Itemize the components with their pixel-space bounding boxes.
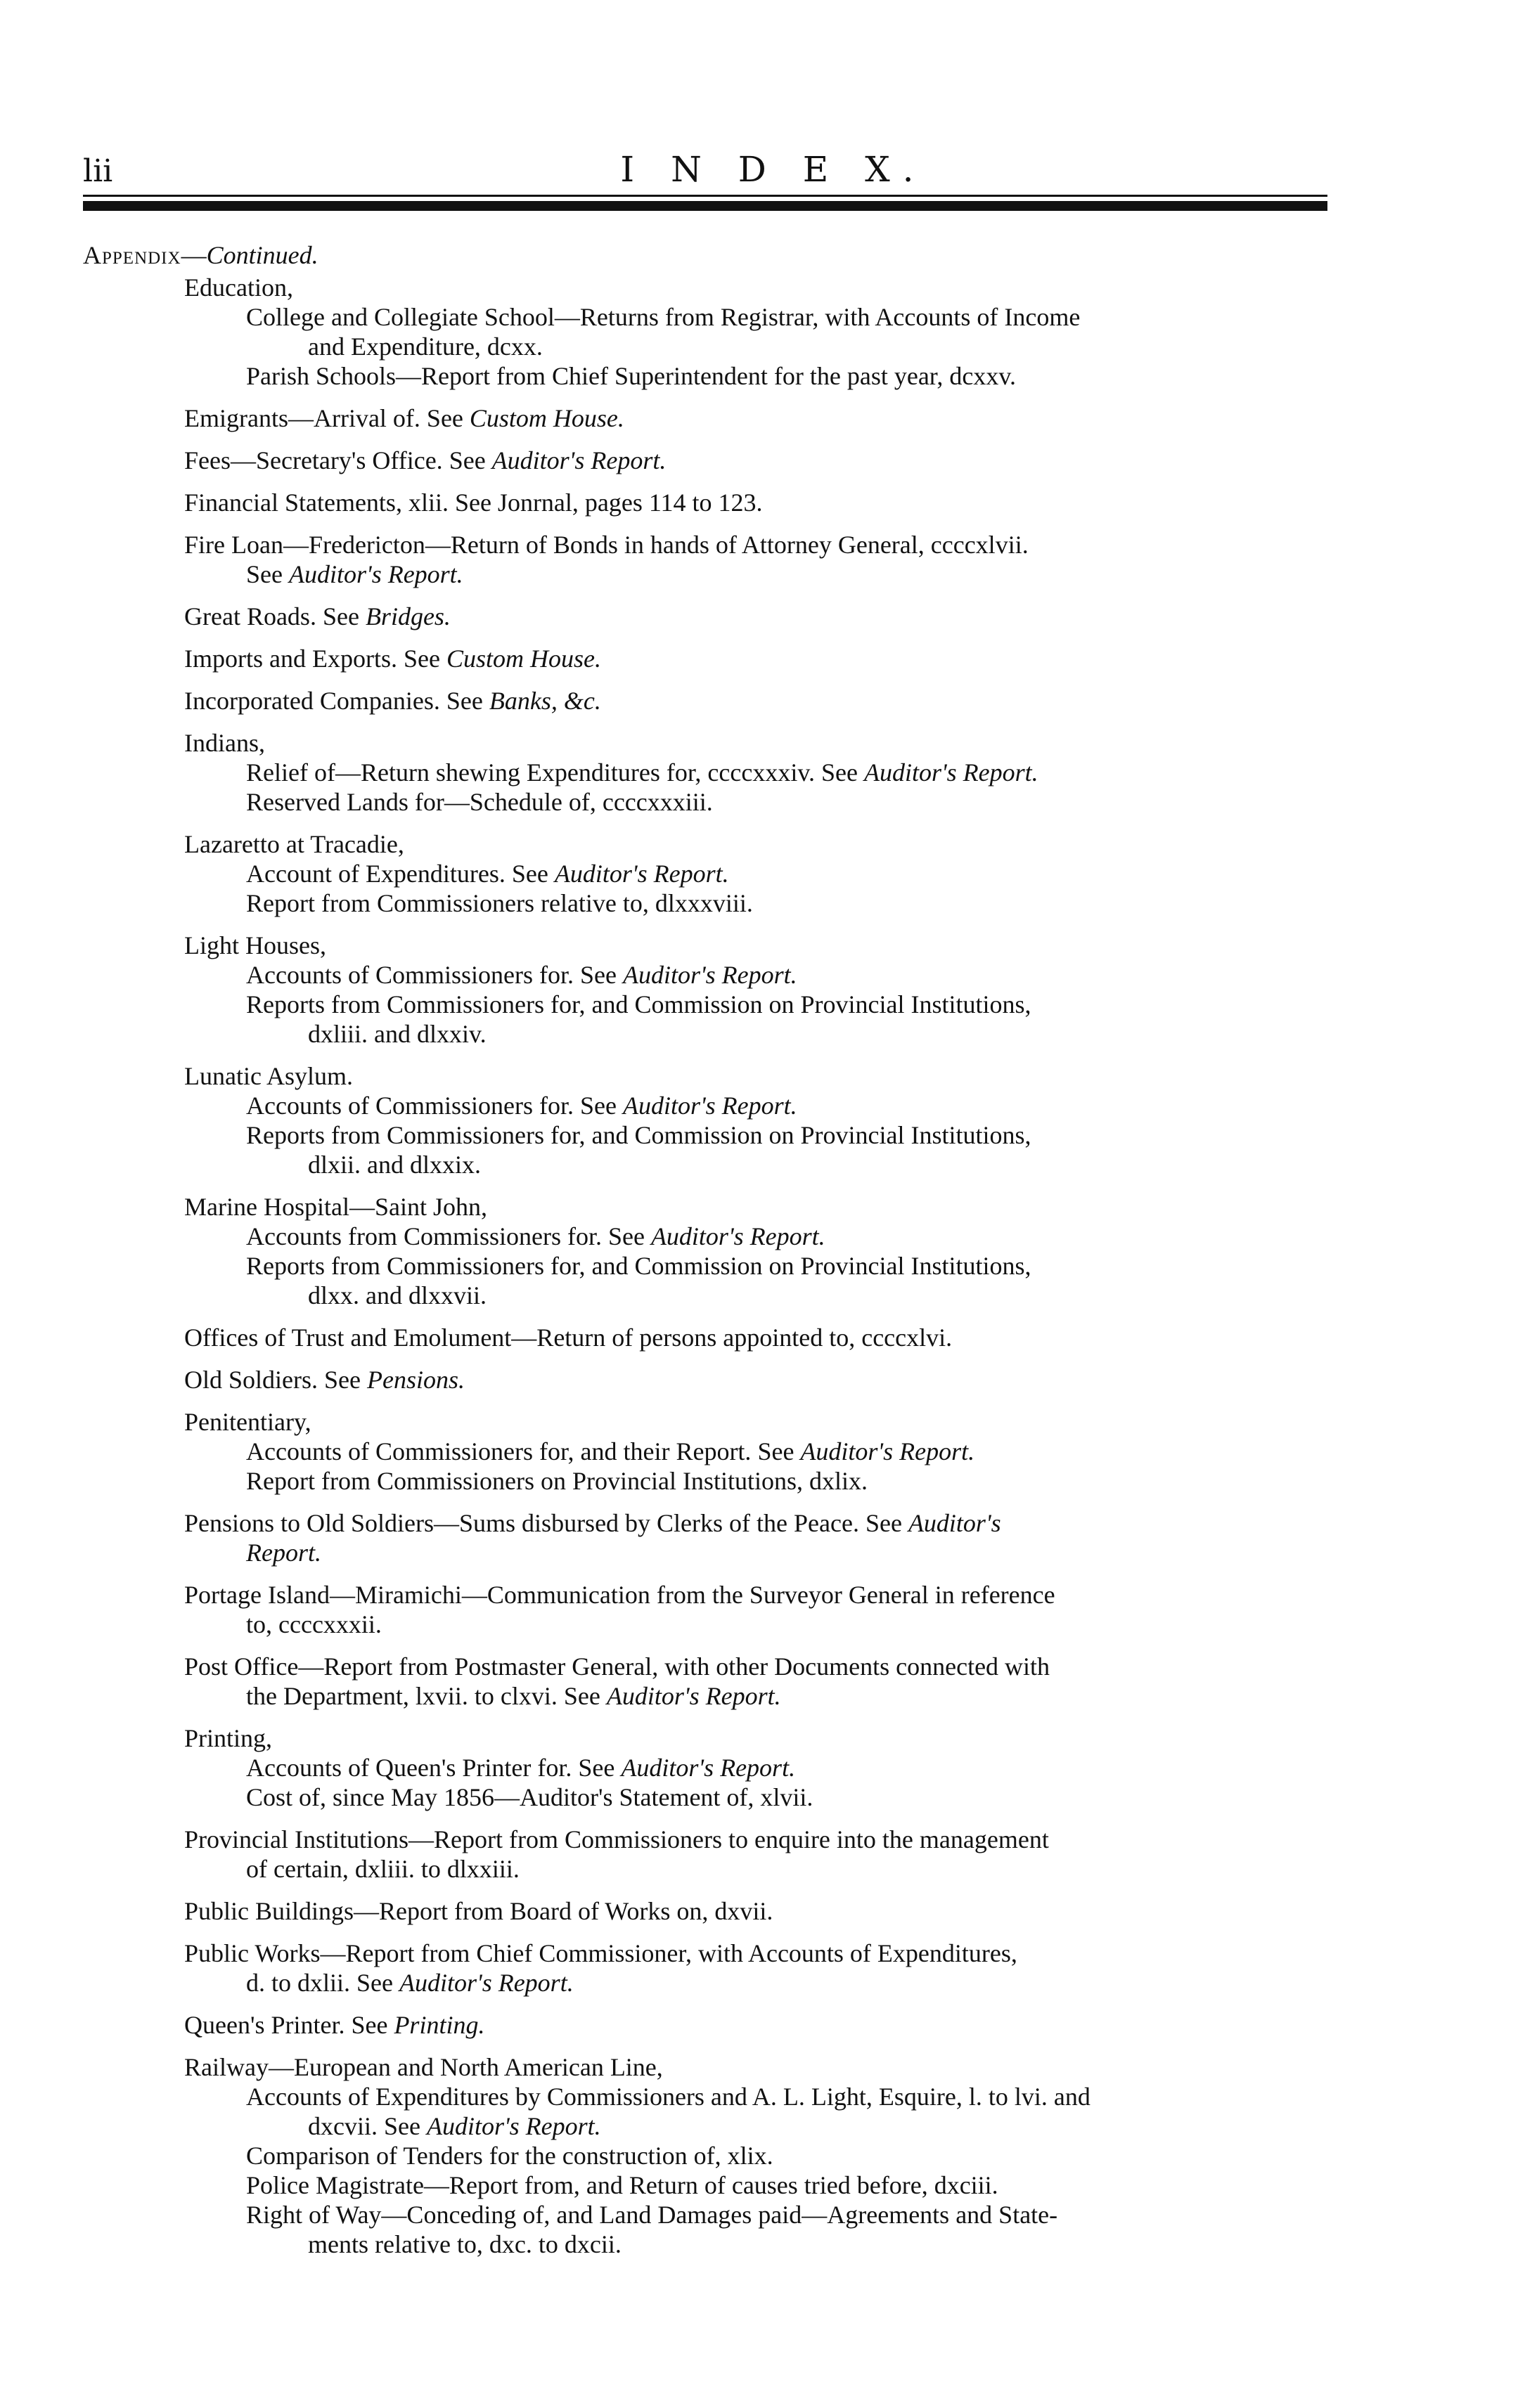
entry-title-line (184, 931, 1347, 960)
sub-entry-continuation (246, 1019, 1347, 1049)
entry-title: Light Houses, (184, 931, 326, 959)
see-word: See (351, 2011, 388, 2039)
sub-entry-text: Parish Schools—Report from Chief Superintendent for the past year, dcxxv. (246, 362, 1016, 390)
entry-title: Imports and Exports. (184, 645, 397, 673)
section-label: Appendix (83, 241, 181, 269)
see-word: See (403, 645, 440, 673)
entry-title-line (184, 1825, 1347, 1854)
entry-title-line (184, 829, 1347, 859)
entry-title: Fire Loan—Fredericton—Return of Bonds in hands of Attorney General, ccccxlvii. (184, 531, 1029, 559)
index-entry (184, 644, 1347, 673)
see-reference: Auditor's Report. (863, 758, 1038, 787)
sub-entry-text: Report from Commissioners on Provincial Institutions, dxlix. (246, 1467, 868, 1495)
entry-title-line (184, 728, 1347, 758)
entry-title: Printing, (184, 1724, 273, 1752)
header-rule-thin (83, 195, 1327, 197)
sub-entry-continuation (246, 1150, 1347, 1179)
sub-entry (246, 361, 1347, 391)
entry-title: Marine Hospital—Saint John, (184, 1193, 487, 1221)
sub-entry-text: Reports from Commissioners for, and Commission on Provincial Institutions, (246, 990, 1031, 1018)
see-word: See (446, 687, 483, 715)
see-reference: Auditor's Report. (650, 1222, 825, 1250)
index-entry (184, 2052, 1347, 2259)
page-number: lii (83, 153, 113, 189)
entry-title-line (184, 1723, 1347, 1753)
index-entry (184, 1938, 1347, 1998)
see-word: See (578, 1754, 615, 1782)
entry-title-line (184, 1652, 1347, 1681)
section-heading: Appendix—Continued. (83, 241, 318, 269)
continuation-text: dlxii. and dlxxix. (308, 1151, 481, 1179)
sub-entry (246, 960, 1347, 990)
entry-continuation (184, 559, 1347, 589)
index-entry (184, 1192, 1347, 1310)
sub-entry (246, 2170, 1347, 2200)
sub-entry (246, 758, 1347, 787)
see-word: See (322, 602, 359, 630)
see-reference: Auditor's Report. (622, 961, 797, 989)
sub-entry (246, 1120, 1347, 1179)
continuation-text: d. to dxlii. (246, 1969, 351, 1997)
see-word: See (383, 2112, 420, 2140)
entry-continuation (184, 1681, 1347, 1711)
see-reference: Bridges. (365, 602, 451, 630)
index-entry (184, 403, 1347, 433)
continuation-text: of certain, dxliii. to dlxxiii. (246, 1855, 520, 1883)
index-entry (184, 602, 1347, 631)
index-entry (184, 1407, 1347, 1496)
index-entry (184, 530, 1347, 589)
sub-entry-continuation (246, 2111, 1347, 2141)
see-word: See (563, 1682, 600, 1710)
entry-title-line (184, 530, 1347, 559)
see-word: See (579, 1092, 617, 1120)
entry-continuation (184, 1968, 1347, 1998)
see-word: See Jonrnal, pages 114 to 123. (454, 488, 763, 517)
sub-entry (246, 1091, 1347, 1120)
section-continued: Continued. (206, 241, 318, 269)
see-word: See (246, 560, 283, 588)
entry-title: Queen's Printer. (184, 2011, 345, 2039)
entry-title-line (184, 1508, 1347, 1538)
entry-title: Pensions to Old Soldiers—Sums disbursed by Clerks of the Peace. (184, 1509, 859, 1537)
sub-entry-text: Accounts of Commissioners for. (246, 1092, 574, 1120)
see-reference: Auditor's Report. (288, 560, 463, 588)
entry-title: Emigrants—Arrival of. (184, 404, 420, 432)
entry-title: Lazaretto at Tracadie, (184, 830, 404, 858)
entry-title-line (184, 602, 1347, 631)
sub-entry-text: Accounts of Commissioners for. (246, 961, 574, 989)
index-entry (184, 931, 1347, 1049)
index-entry (184, 1508, 1347, 1567)
entry-title: Penitentiary, (184, 1408, 311, 1436)
sub-entry-text: Police Magistrate—Report from, and Return of causes tried before, dxciii. (246, 2171, 998, 2199)
see-word: See (607, 1222, 645, 1250)
see-reference: Auditor's Report. (622, 1092, 797, 1120)
see-word: See (356, 1969, 393, 1997)
index-entry (184, 1652, 1347, 1711)
entry-title-line (184, 2010, 1347, 2040)
see-reference: Custom House. (446, 645, 601, 673)
entry-title: Indians, (184, 729, 265, 757)
sub-entry-text: College and Collegiate School—Returns from Registrar, with Accounts of Income (246, 303, 1081, 331)
entry-title-line (184, 1938, 1347, 1968)
continuation-text: the Department, lxvii. to clxvi. (246, 1682, 558, 1710)
sub-entry (246, 1466, 1347, 1496)
entry-continuation (184, 1610, 1347, 1639)
entry-title-line (184, 446, 1347, 475)
index-entry (184, 2010, 1347, 2040)
see-word: See (324, 1366, 361, 1394)
sub-entry (246, 888, 1347, 918)
entry-title: Public Buildings—Report from Board of Works on, dxvii. (184, 1897, 773, 1925)
sub-entry (246, 2200, 1347, 2259)
index-entry (184, 1580, 1347, 1639)
sub-entry-text: Relief of—Return shewing Expenditures for, ccccxxxiv. (246, 758, 815, 787)
see-reference: Auditor's Report. (621, 1754, 796, 1782)
sub-entry (246, 1437, 1347, 1466)
index-entries (0, 273, 1525, 2259)
entry-title-line (184, 2052, 1347, 2082)
entry-title-line (184, 1896, 1347, 1926)
continuation-text: and Expenditure, dcxx. (308, 332, 543, 361)
entry-continuation (184, 1854, 1347, 1884)
index-entry (184, 1825, 1347, 1884)
sub-entry-continuation (246, 2229, 1347, 2259)
see-reference: Auditor's Report. (606, 1682, 781, 1710)
index-entry (184, 446, 1347, 475)
see-word: See (865, 1509, 902, 1537)
sub-entry (246, 787, 1347, 817)
index-entry (184, 488, 1347, 517)
index-entry (184, 1365, 1347, 1394)
entry-title: Old Soldiers. (184, 1366, 318, 1394)
see-reference: Printing. (394, 2011, 485, 2039)
index-entry (184, 1896, 1347, 1926)
continuation-text: dxliii. and dlxxiv. (308, 1020, 487, 1048)
entry-title-line (184, 644, 1347, 673)
sub-entry-text: Accounts of Commissioners for, and their Report. (246, 1437, 752, 1465)
sub-entry-text: Accounts from Commissioners for. (246, 1222, 602, 1250)
entry-title: Post Office—Report from Postmaster General, with other Documents connected with (184, 1652, 1050, 1681)
sub-entry (246, 990, 1347, 1049)
sub-entry-text: Account of Expenditures. (246, 860, 506, 888)
see-word: See (449, 446, 486, 474)
see-word: See (511, 860, 548, 888)
sub-entry (246, 859, 1347, 888)
sub-entry-text: Cost of, since May 1856—Auditor's Statement of, xlvii. (246, 1783, 813, 1811)
entry-title-line (184, 1323, 1347, 1352)
index-entry (184, 273, 1347, 391)
sub-entry (246, 2141, 1347, 2170)
entry-title: Financial Statements, xlii. (184, 488, 449, 517)
entry-title: Portage Island—Miramichi—Communication from the Surveyor General in reference (184, 1581, 1055, 1609)
entry-title-line (184, 1061, 1347, 1091)
entry-title-line (184, 273, 1347, 302)
sub-entry (246, 1753, 1347, 1782)
see-word: See (757, 1437, 794, 1465)
sub-entry-text: Report from Commissioners relative to, dlxxxviii. (246, 889, 753, 917)
entry-continuation (184, 1538, 1347, 1567)
see-reference: Auditor's (908, 1509, 1001, 1537)
entry-title-line (184, 686, 1347, 716)
sub-entry-text: Accounts of Expenditures by Commissioners and A. L. Light, Esquire, l. to lvi. and (246, 2083, 1090, 2111)
see-word: See (821, 758, 858, 787)
sub-entry-continuation (246, 1281, 1347, 1310)
see-reference: Report. (246, 1539, 321, 1567)
see-word: See (426, 404, 463, 432)
header-rule-thick (83, 201, 1327, 211)
index-content (0, 240, 1525, 2259)
index-entry (184, 1323, 1347, 1352)
see-reference: Pensions. (367, 1366, 465, 1394)
index-entry (184, 728, 1347, 817)
see-reference: Auditor's Report. (399, 1969, 574, 1997)
entry-title-line (184, 1407, 1347, 1437)
sub-entry-text: Reports from Commissioners for, and Commission on Provincial Institutions, (246, 1121, 1031, 1149)
index-entry (184, 829, 1347, 918)
sub-entry (246, 302, 1347, 361)
index-entry (184, 686, 1347, 716)
sub-entry-text: Right of Way—Conceding of, and Land Damages paid—Agreements and State- (246, 2201, 1058, 2229)
sub-entry-text: Reports from Commissioners for, and Commission on Provincial Institutions, (246, 1252, 1031, 1280)
see-reference: Custom House. (469, 404, 624, 432)
continuation-text: ments relative to, dxc. to dxcii. (308, 2230, 622, 2258)
entry-title: Provincial Institutions—Report from Commissioners to enquire into the management (184, 1825, 1049, 1853)
entry-title-line (184, 1365, 1347, 1394)
continuation-text: to, ccccxxxii. (246, 1610, 382, 1638)
see-reference: Banks, &c. (489, 687, 601, 715)
entry-title: Lunatic Asylum. (184, 1062, 353, 1090)
sub-entry-continuation (246, 332, 1347, 361)
sub-entry (246, 1251, 1347, 1310)
index-entry (184, 1061, 1347, 1179)
continuation-text: dlxx. and dlxxvii. (308, 1281, 487, 1309)
entry-title-line (184, 403, 1347, 433)
see-reference: Auditor's Report. (426, 2112, 601, 2140)
see-word: See (579, 961, 617, 989)
entry-title-line (184, 488, 1347, 517)
entry-title: Great Roads. (184, 602, 316, 630)
index-entry (184, 1723, 1347, 1812)
running-head-title: I N D E X. (620, 149, 927, 190)
entry-title-line (184, 1192, 1347, 1222)
sub-entry (246, 2082, 1347, 2141)
continuation-text: dxcvii. (308, 2112, 378, 2140)
see-reference: Auditor's Report. (491, 446, 667, 474)
sub-entry (246, 1222, 1347, 1251)
sub-entry-text: Accounts of Queen's Printer for. (246, 1754, 572, 1782)
sub-entry-text: Reserved Lands for—Schedule of, ccccxxxiii. (246, 788, 713, 816)
entry-title: Public Works—Report from Chief Commissioner, with Accounts of Expenditures, (184, 1939, 1017, 1967)
entry-title: Incorporated Companies. (184, 687, 440, 715)
entry-title: Fees—Secretary's Office. (184, 446, 443, 474)
entry-title: Education, (184, 273, 293, 302)
entry-title: Railway—European and North American Line, (184, 2053, 663, 2081)
sub-entry (246, 1782, 1347, 1812)
entry-title: Offices of Trust and Emolument—Return of persons appointed to, ccccxlvi. (184, 1323, 953, 1352)
entry-title-line (184, 1580, 1347, 1610)
sub-entry-text: Comparison of Tenders for the construction of, xlix. (246, 2142, 773, 2170)
see-reference: Auditor's Report. (800, 1437, 975, 1465)
see-reference: Auditor's Report. (554, 860, 729, 888)
